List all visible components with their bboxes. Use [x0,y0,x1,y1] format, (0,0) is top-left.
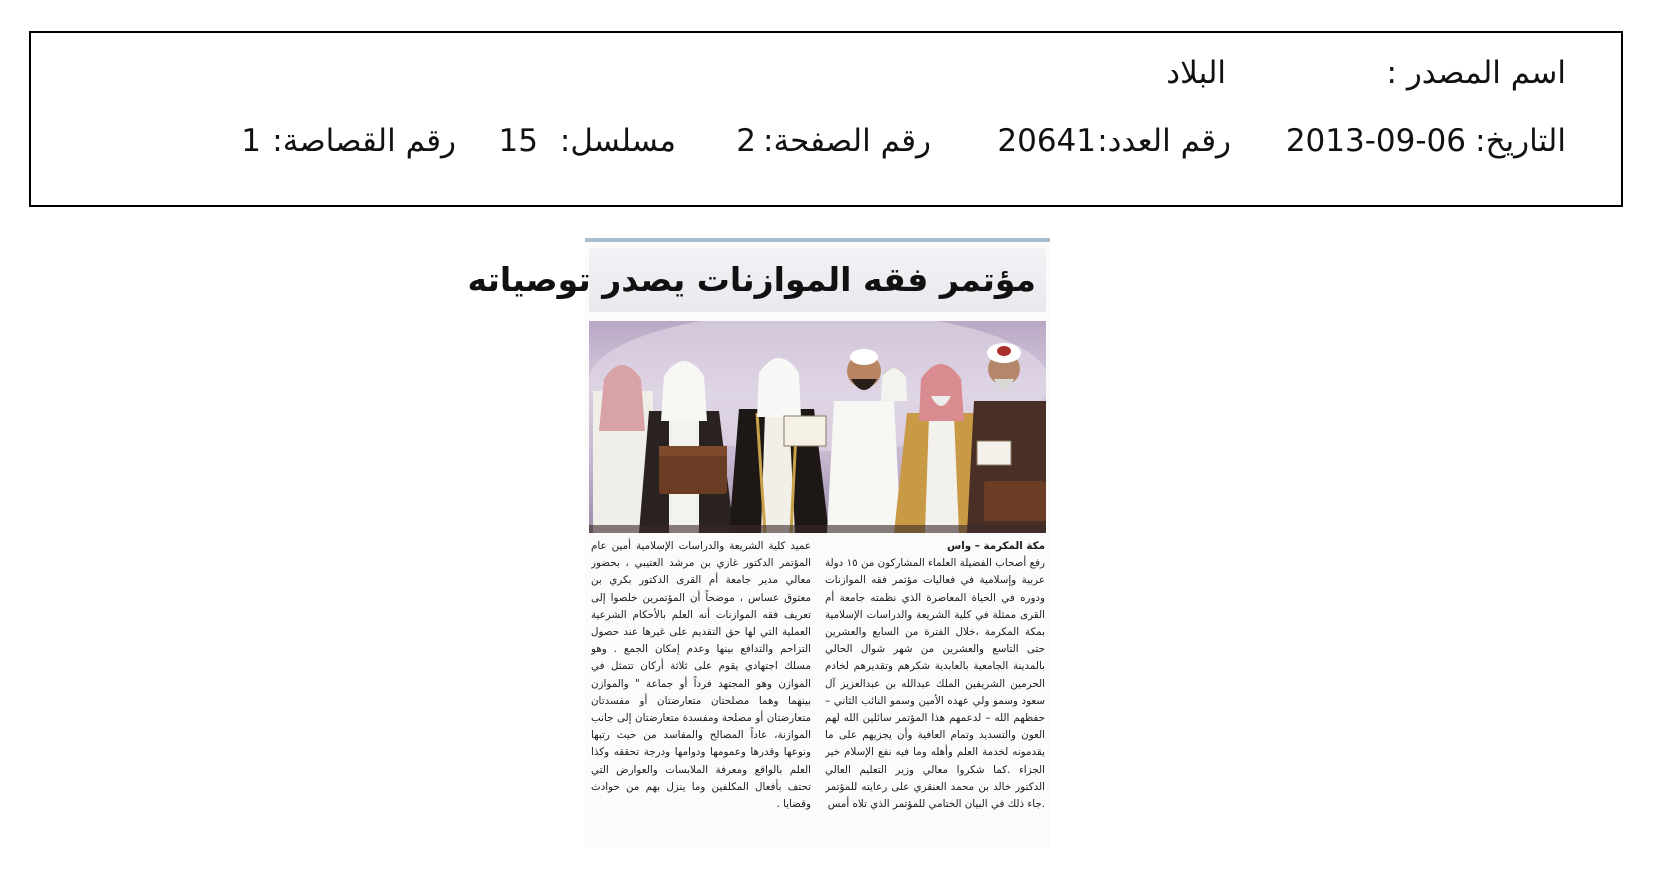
date-label: التاريخ: [1475,123,1566,159]
article-dateline: مكة المكرمة – واس [947,540,1045,552]
source-value: البلاد [1166,55,1226,91]
headline-band [467,248,1046,312]
page-label: رقم الصفحة: [763,123,931,159]
issue-label: رقم العدد: [1097,123,1231,159]
issue-value: 20641 [997,123,1096,159]
article-left-column-text: عميد كلية الشريعة والدراسات الإسلامية أمين عام المؤتمر الدكتور غازي بن مرشد العتيبي ، بحضور معالي مدير جامعة أم القرى الدكتور بكري بن معتوق عساس ، موضحاً أن المؤتمرين خلصوا إلى تعريف فقه الموازنات أنه العلم بالأحكام الشرعية العملية التي لها حق التقديم على غيرها عند حصول التزاحم والتدافع بينها وعدم إمكان الجمع . وهو مسلك اجتهادي يقوم على ثلاثة أركان تتمثل في الموازن وهو المجتهد فرداً أو جماعة " والموازن بينهما وهما مصلحتان متعارضتان أو مفسدتان متعارضتان أو مصلحة ومفسدة متعارضتان إلى جانب الموازنة، عاداً المصالح والمفاسد من حيث رتبها ونوعها وقدرها وعمومها ودوامها ودرجة تحققه وكذا العلم بالواقع ومعرفة الملابسات والعوارض التي تحتف بأفعال المكلفين وما ينزل بهم من حوادث وقضايا . [591,540,811,811]
serial-value: 15 [498,123,538,159]
date-value: 2013-09-06 [1285,123,1466,159]
article-column-left [591,538,811,843]
article-photo [589,321,1046,533]
clip-number-value: 1 [241,123,261,159]
clipping-metadata-box [29,31,1623,207]
article-right-column-text: رفع أصحاب الفضيلة العلماء المشاركون من ١٥ دولة عربية وإسلامية في فعاليات مؤتمر فقه الموازنات ودوره في الحياة المعاصرة الذي نظمته جامعة أم القرى ممثلة في كلية الشريعة والدراسات الإسلامية بمكة المكرمة ،خلال الفترة من السابع والعشرين حتى التاسع والعشرين من شهر شوال الحالي بالمدينة الجامعية بالعابدية شكرهم وتقديرهم لخادم الحرمين الشريفين الملك عبدالله بن عبدالعزيز آل سعود وسمو ولي عهده الأمين وسمو النائب الثاني – حفظهم الله – لدعمهم هذا المؤتمر سائلين الله لهم العون والتسديد وتمام العافية وأن يجزيهم على ما يقدمونه لخدمة العلم وأهله وما فيه نفع الإسلام خير الجزاء .كما شكروا معالي وزير التعليم العالي الدكتور خالد بن محمد العنقري على رعايته للمؤتمر .جاء ذلك في البيان الختامي للمؤتمر الذي تلاه أمس [825,557,1045,811]
serial-label: مسلسل: [559,123,676,159]
newspaper-clipping [467,238,1050,848]
clip-number-label: رقم القصاصة: [272,123,456,159]
ceremony-photo-illustration [589,321,1046,533]
page-value: 2 [736,123,756,159]
source-label: اسم المصدر : [1386,55,1566,91]
article-headline: مؤتمر فقه الموازنات يصدر توصياته [467,260,1036,299]
source-row [1146,53,1566,93]
article-column-right [825,538,1045,843]
details-row [226,121,1566,161]
clipping-top-rule [585,238,1050,242]
